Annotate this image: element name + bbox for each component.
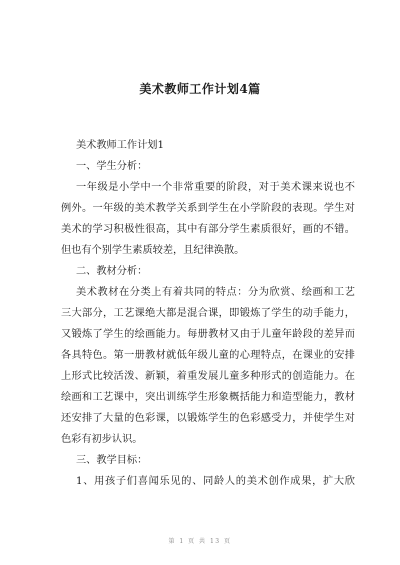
body-line: 又锻炼了学生的绘画能力。每册教材又由于儿童年龄段的差异而 [61, 329, 355, 340]
body-line: 美术教师工作计划1 [76, 140, 164, 151]
body-line: 上形式比较活泼、新颖，着重发展儿童多种形式的创造能力。在 [61, 371, 355, 382]
body-line: 一、学生分析： [76, 161, 148, 172]
body-line: 还安排了大量的色彩课，以锻炼学生的色彩感受力，并使学生对 [61, 413, 355, 424]
document-body [61, 135, 355, 492]
body-line: 三、教学目标： [76, 455, 148, 466]
body-line: 美术教材在分类上有着共同的特点：分为欣赏、绘画和工艺 [76, 287, 355, 298]
body-line: 美术的学习积极性很高，其中有部分学生素质很好，画的不错。 [61, 224, 355, 235]
page-footer: 第 1 页 共 13 页 [168, 538, 232, 545]
body-line: 二、教材分析： [76, 266, 148, 277]
body-line: 绘画和工艺课中，突出训练学生形象概括能力和造型能力，教材 [61, 392, 355, 403]
document-title: 美术教师工作计划4篇 [139, 82, 261, 96]
body-line: 例外。一年级的美术教学关系到学生在小学阶段的表现。学生对 [61, 203, 355, 214]
body-line: 色彩有初步认识。 [61, 434, 143, 445]
body-line: 三大部分，工艺课绝大都是混合课，即锻炼了学生的动手能力， [61, 308, 355, 319]
body-line: 一年级是小学中一个非常重要的阶段，对于美术课来说也不 [76, 182, 355, 193]
body-line: 各具特色。第一册教材就低年级儿童的心理特点，在课业的安排 [61, 350, 355, 361]
body-line: 但也有个别学生素质较差，且纪律涣散。 [61, 245, 245, 256]
body-line: 1、用孩子们喜闻乐见的、同龄人的美术创作成果，扩大欣 [76, 476, 355, 487]
